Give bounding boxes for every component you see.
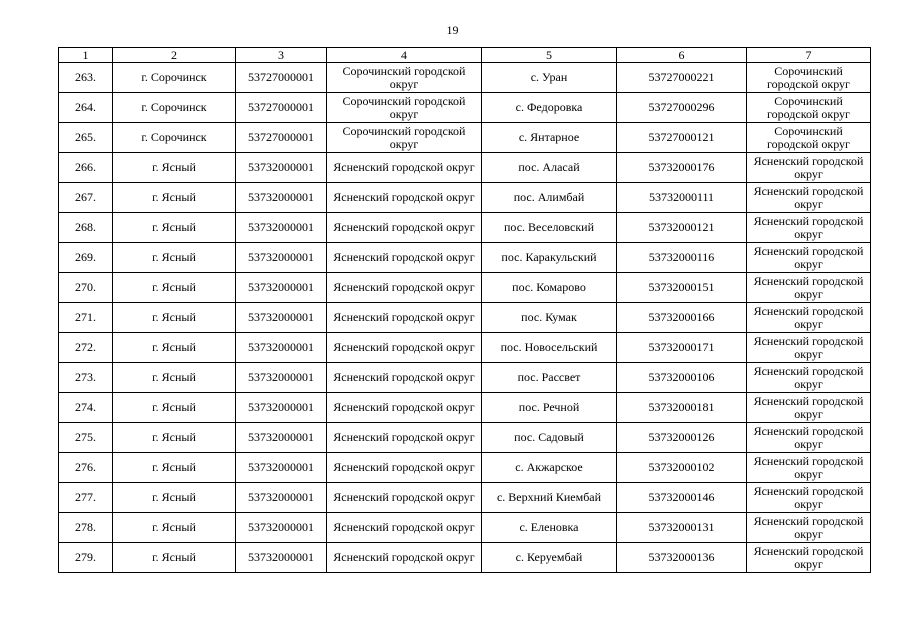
settlement-code-cell: 53732000176 <box>617 153 747 183</box>
settlement-district-cell: Ясненский городской округ <box>747 513 871 543</box>
district-cell: Ясненский городской округ <box>327 243 482 273</box>
settlement-code-cell: 53732000121 <box>617 213 747 243</box>
settlement-code-cell: 53727000121 <box>617 123 747 153</box>
settlement-cell: с. Янтарное <box>482 123 617 153</box>
table-row <box>59 123 871 153</box>
city-cell: г. Сорочинск <box>113 63 236 93</box>
row-number-cell: 271. <box>59 303 113 333</box>
city-cell: г. Ясный <box>113 423 236 453</box>
table-row <box>59 363 871 393</box>
city-cell: г. Сорочинск <box>113 93 236 123</box>
table-row <box>59 93 871 123</box>
settlement-cell: с. Акжарское <box>482 453 617 483</box>
settlement-district-cell: Ясненский городской округ <box>747 333 871 363</box>
table-row <box>59 543 871 573</box>
row-number-cell: 279. <box>59 543 113 573</box>
settlement-district-cell: Сорочинский городской округ <box>747 93 871 123</box>
district-cell: Ясненский городской округ <box>327 153 482 183</box>
table-row <box>59 333 871 363</box>
table-row <box>59 63 871 93</box>
row-number-cell: 277. <box>59 483 113 513</box>
settlement-district-cell: Сорочинский городской округ <box>747 123 871 153</box>
city-code-cell: 53732000001 <box>236 543 327 573</box>
city-code-cell: 53727000001 <box>236 63 327 93</box>
table-row <box>59 273 871 303</box>
table-row <box>59 483 871 513</box>
page-number: 19 <box>446 23 459 37</box>
district-cell: Ясненский городской округ <box>327 543 482 573</box>
district-cell: Ясненский городской округ <box>327 303 482 333</box>
settlement-code-cell: 53732000136 <box>617 543 747 573</box>
district-cell: Ясненский городской округ <box>327 453 482 483</box>
settlement-district-cell: Ясненский городской округ <box>747 483 871 513</box>
settlement-district-cell: Ясненский городской округ <box>747 363 871 393</box>
city-code-cell: 53727000001 <box>236 93 327 123</box>
city-cell: г. Ясный <box>113 183 236 213</box>
column-number: 2 <box>113 48 236 63</box>
table-row <box>59 393 871 423</box>
row-number-cell: 269. <box>59 243 113 273</box>
settlement-cell: пос. Алимбай <box>482 183 617 213</box>
column-number: 5 <box>482 48 617 63</box>
row-number-cell: 275. <box>59 423 113 453</box>
city-cell: г. Сорочинск <box>113 123 236 153</box>
table-row <box>59 453 871 483</box>
district-cell: Ясненский городской округ <box>327 273 482 303</box>
city-cell: г. Ясный <box>113 213 236 243</box>
settlement-cell: пос. Веселовский <box>482 213 617 243</box>
row-number-cell: 268. <box>59 213 113 243</box>
settlement-cell: с. Керуембай <box>482 543 617 573</box>
table-row <box>59 243 871 273</box>
settlement-cell: пос. Новосельский <box>482 333 617 363</box>
city-cell: г. Ясный <box>113 153 236 183</box>
settlement-code-cell: 53732000151 <box>617 273 747 303</box>
city-code-cell: 53732000001 <box>236 453 327 483</box>
column-number: 1 <box>59 48 113 63</box>
settlement-cell: пос. Аласай <box>482 153 617 183</box>
district-cell: Ясненский городской округ <box>327 393 482 423</box>
table-row <box>59 423 871 453</box>
settlement-code-cell: 53732000126 <box>617 423 747 453</box>
row-number-cell: 276. <box>59 453 113 483</box>
city-code-cell: 53732000001 <box>236 183 327 213</box>
column-number: 4 <box>327 48 482 63</box>
settlement-code-cell: 53732000106 <box>617 363 747 393</box>
settlement-cell: пос. Каракульский <box>482 243 617 273</box>
settlement-district-cell: Ясненский городской округ <box>747 183 871 213</box>
city-cell: г. Ясный <box>113 453 236 483</box>
city-cell: г. Ясный <box>113 393 236 423</box>
settlement-cell: пос. Кумак <box>482 303 617 333</box>
city-code-cell: 53732000001 <box>236 333 327 363</box>
row-number-cell: 272. <box>59 333 113 363</box>
settlement-district-cell: Сорочинский городской округ <box>747 63 871 93</box>
table-row <box>59 153 871 183</box>
table-row <box>59 183 871 213</box>
settlement-district-cell: Ясненский городской округ <box>747 453 871 483</box>
city-code-cell: 53732000001 <box>236 423 327 453</box>
district-cell: Ясненский городской округ <box>327 213 482 243</box>
city-cell: г. Ясный <box>113 303 236 333</box>
district-cell: Сорочинский городской округ <box>327 93 482 123</box>
district-cell: Сорочинский городской округ <box>327 63 482 93</box>
city-cell: г. Ясный <box>113 543 236 573</box>
city-code-cell: 53732000001 <box>236 273 327 303</box>
settlement-cell: пос. Рассвет <box>482 363 617 393</box>
settlement-district-cell: Ясненский городской округ <box>747 213 871 243</box>
settlement-cell: пос. Комарово <box>482 273 617 303</box>
column-number-row <box>59 48 871 63</box>
city-code-cell: 53732000001 <box>236 513 327 543</box>
settlements-table <box>58 47 871 573</box>
settlement-code-cell: 53732000116 <box>617 243 747 273</box>
settlement-district-cell: Ясненский городской округ <box>747 423 871 453</box>
row-number-cell: 267. <box>59 183 113 213</box>
settlement-district-cell: Ясненский городской округ <box>747 153 871 183</box>
settlement-code-cell: 53732000166 <box>617 303 747 333</box>
table-row <box>59 303 871 333</box>
row-number-cell: 263. <box>59 63 113 93</box>
settlement-cell: пос. Речной <box>482 393 617 423</box>
settlement-code-cell: 53732000181 <box>617 393 747 423</box>
settlement-district-cell: Ясненский городской округ <box>747 243 871 273</box>
city-cell: г. Ясный <box>113 483 236 513</box>
city-cell: г. Ясный <box>113 333 236 363</box>
settlement-cell: с. Верхний Киембай <box>482 483 617 513</box>
district-cell: Ясненский городской округ <box>327 363 482 393</box>
district-cell: Ясненский городской округ <box>327 183 482 213</box>
city-code-cell: 53727000001 <box>236 123 327 153</box>
settlement-district-cell: Ясненский городской округ <box>747 543 871 573</box>
column-number: 7 <box>747 48 871 63</box>
city-code-cell: 53732000001 <box>236 303 327 333</box>
table-body <box>59 48 871 573</box>
city-code-cell: 53732000001 <box>236 393 327 423</box>
city-code-cell: 53732000001 <box>236 153 327 183</box>
city-code-cell: 53732000001 <box>236 363 327 393</box>
row-number-cell: 274. <box>59 393 113 423</box>
district-cell: Ясненский городской округ <box>327 423 482 453</box>
row-number-cell: 278. <box>59 513 113 543</box>
settlement-cell: с. Уран <box>482 63 617 93</box>
district-cell: Сорочинский городской округ <box>327 123 482 153</box>
city-cell: г. Ясный <box>113 273 236 303</box>
settlement-code-cell: 53727000221 <box>617 63 747 93</box>
settlement-code-cell: 53732000111 <box>617 183 747 213</box>
row-number-cell: 270. <box>59 273 113 303</box>
city-cell: г. Ясный <box>113 513 236 543</box>
settlement-code-cell: 53732000102 <box>617 453 747 483</box>
column-number: 3 <box>236 48 327 63</box>
settlement-code-cell: 53732000146 <box>617 483 747 513</box>
settlement-district-cell: Ясненский городской округ <box>747 273 871 303</box>
district-cell: Ясненский городской округ <box>327 513 482 543</box>
city-cell: г. Ясный <box>113 243 236 273</box>
row-number-cell: 264. <box>59 93 113 123</box>
row-number-cell: 266. <box>59 153 113 183</box>
city-code-cell: 53732000001 <box>236 243 327 273</box>
settlement-cell: с. Еленовка <box>482 513 617 543</box>
settlement-code-cell: 53732000171 <box>617 333 747 363</box>
city-cell: г. Ясный <box>113 363 236 393</box>
table-row <box>59 513 871 543</box>
district-cell: Ясненский городской округ <box>327 333 482 363</box>
city-code-cell: 53732000001 <box>236 213 327 243</box>
settlement-code-cell: 53732000131 <box>617 513 747 543</box>
settlement-cell: пос. Садовый <box>482 423 617 453</box>
table-row <box>59 213 871 243</box>
settlement-code-cell: 53727000296 <box>617 93 747 123</box>
column-number: 6 <box>617 48 747 63</box>
settlement-district-cell: Ясненский городской округ <box>747 393 871 423</box>
row-number-cell: 273. <box>59 363 113 393</box>
district-cell: Ясненский городской округ <box>327 483 482 513</box>
settlement-district-cell: Ясненский городской округ <box>747 303 871 333</box>
settlement-cell: с. Федоровка <box>482 93 617 123</box>
row-number-cell: 265. <box>59 123 113 153</box>
city-code-cell: 53732000001 <box>236 483 327 513</box>
